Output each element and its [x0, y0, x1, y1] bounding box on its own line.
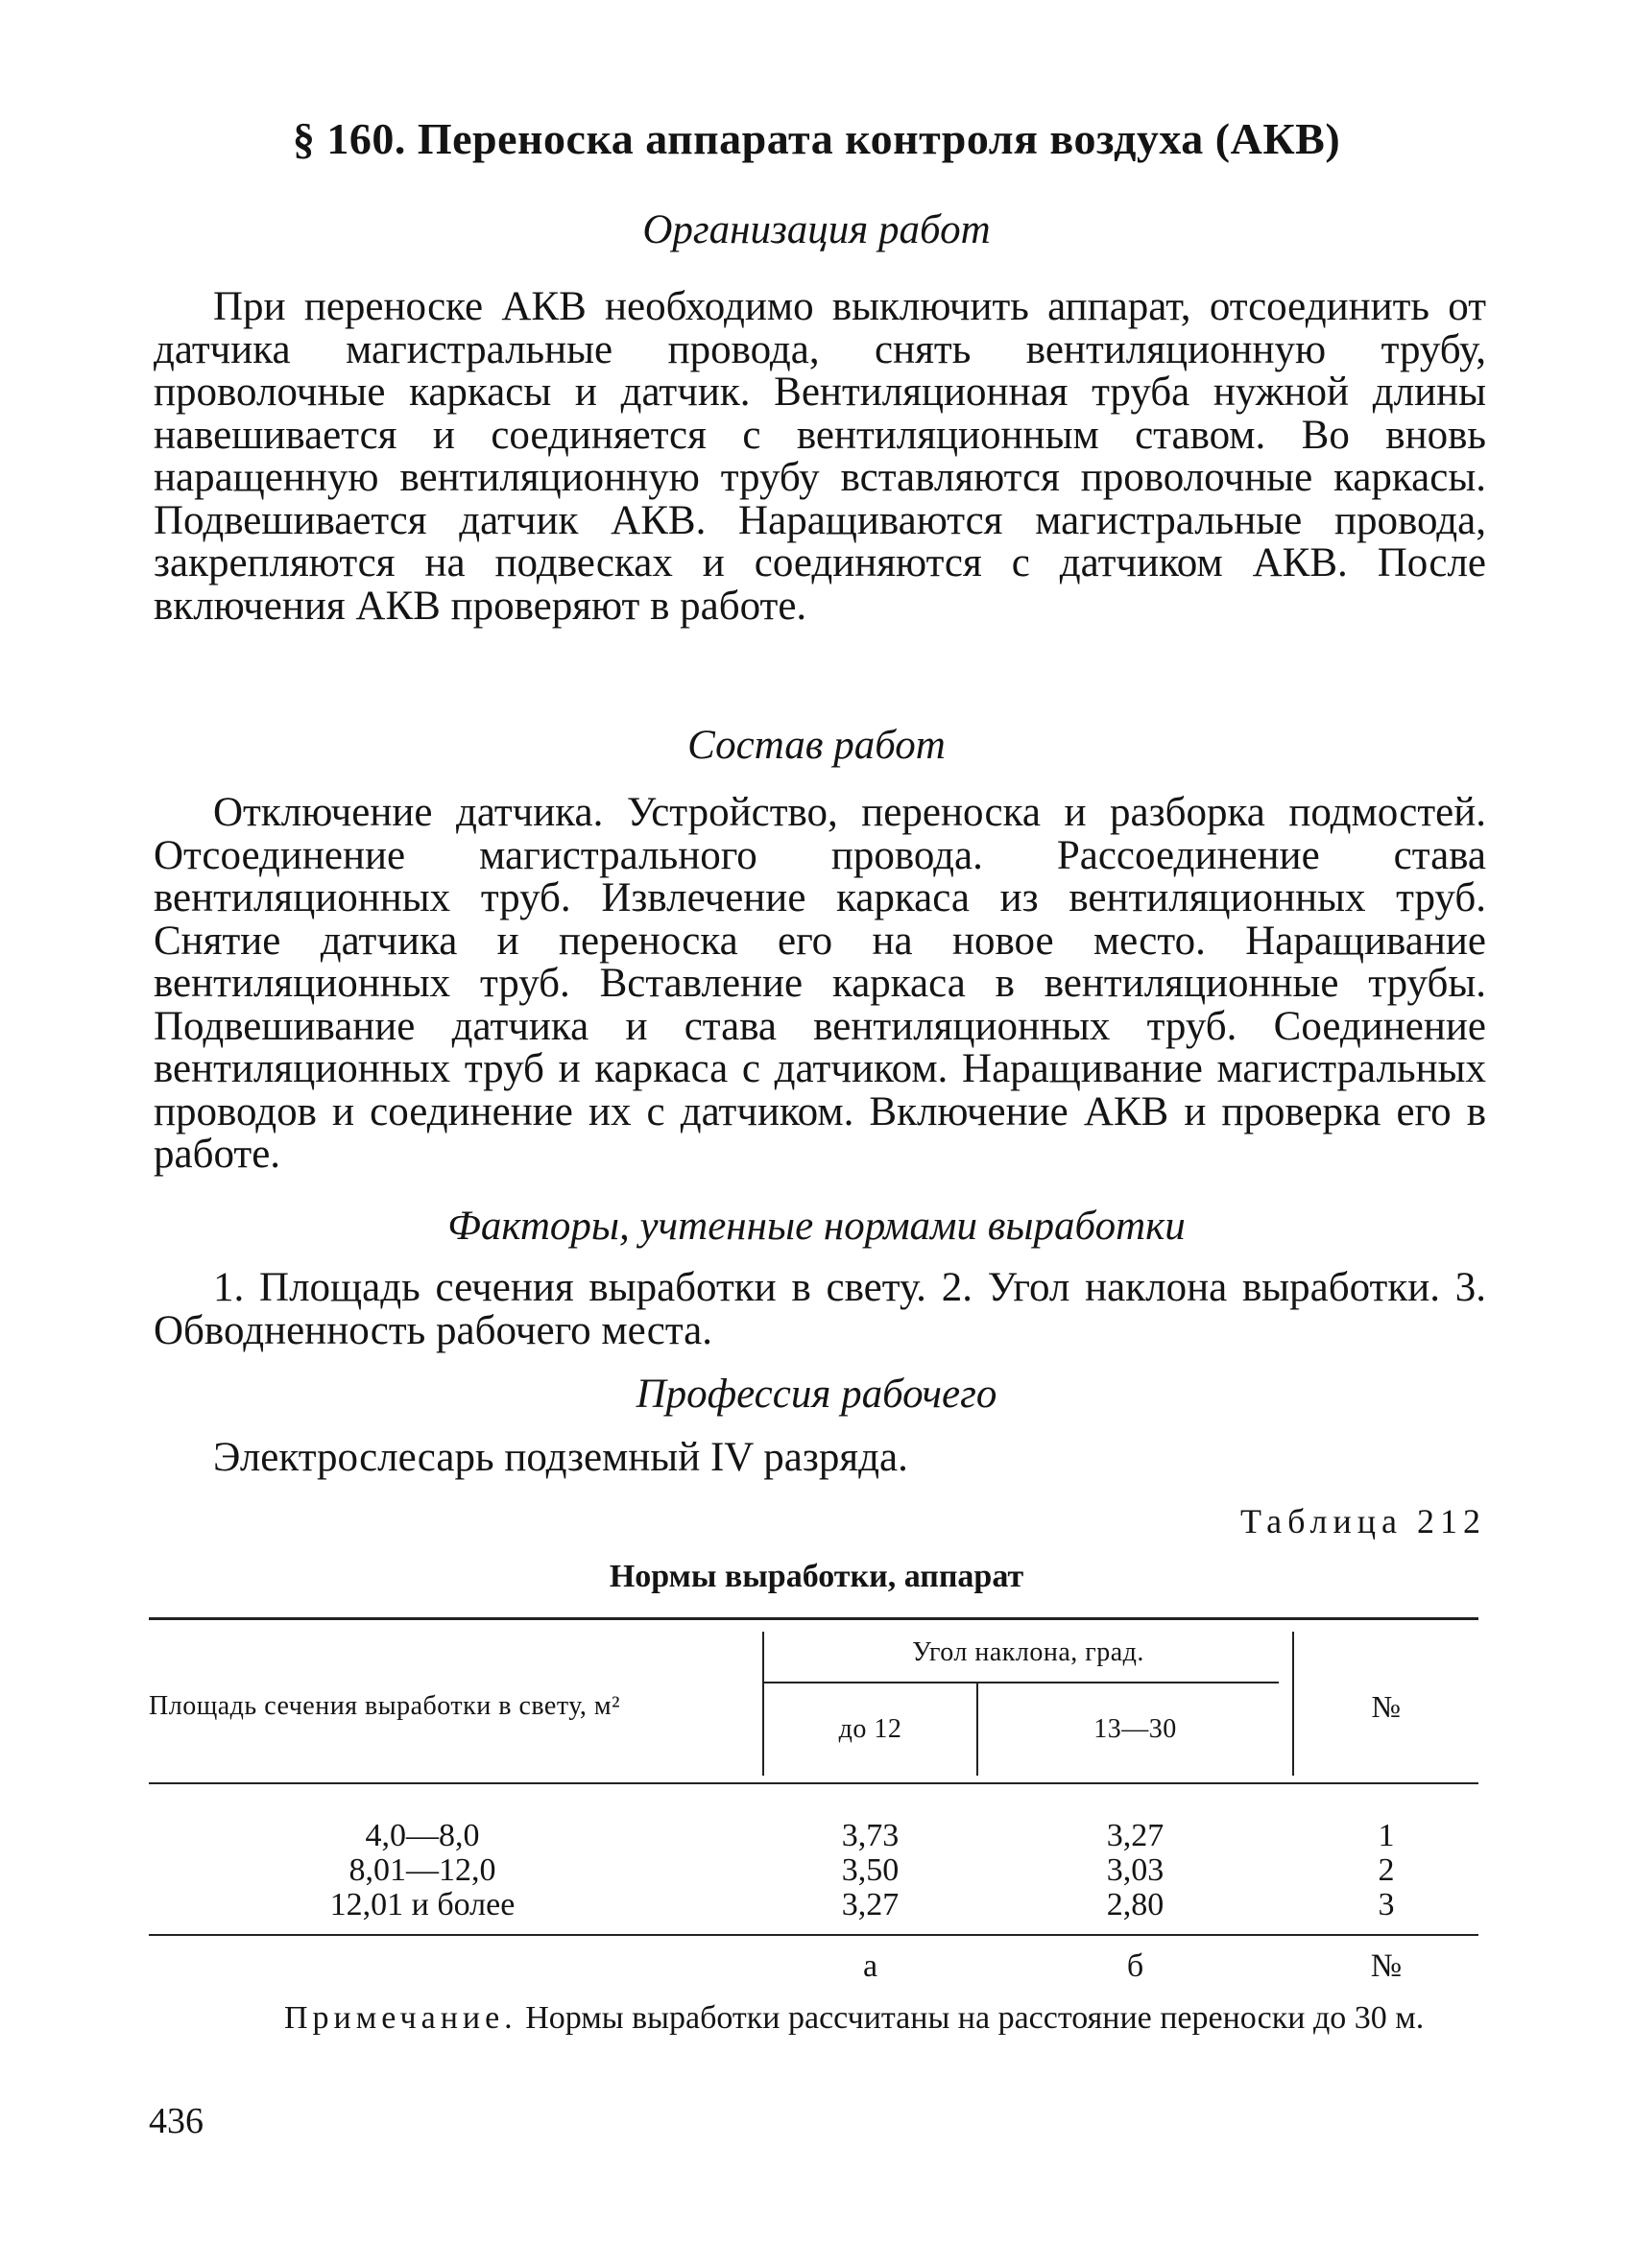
note-label: Примечание.	[284, 2000, 517, 2036]
col-label-no: №	[1370, 1948, 1403, 1984]
header-area: Площадь сечения выработки в свету, м²	[149, 1691, 621, 1721]
table-bottom-rule	[149, 1934, 1478, 1936]
table-header-rule	[149, 1782, 1478, 1784]
cell-a: 3,73	[841, 1818, 900, 1853]
header-angle-13-30: 13—30	[1093, 1714, 1177, 1744]
cell-b: 2,80	[1106, 1887, 1165, 1922]
header-no: №	[1371, 1689, 1402, 1724]
cell-area: 12,01 и более	[329, 1887, 516, 1922]
table-col-no	[1294, 1819, 1478, 1922]
header-angle-lt12: до 12	[838, 1714, 902, 1744]
table-note	[154, 2001, 1486, 2036]
table-col-a	[764, 1819, 976, 1922]
table-title: Нормы выработки, аппарат	[609, 1559, 1024, 1594]
table-col-b	[978, 1819, 1292, 1922]
page-number: 436	[149, 2101, 204, 2141]
table-number: Таблица 212	[1240, 1502, 1486, 1540]
profession-title: Профессия рабочего	[636, 1372, 997, 1417]
cell-area: 8,01—12,0	[348, 1852, 496, 1888]
cell-no: 3	[1378, 1887, 1395, 1922]
col-label-b: б	[1126, 1948, 1144, 1984]
table-row	[221, 1819, 624, 1922]
note-text: Нормы выработки рассчитаны на расстояние переноски до 30 м.	[525, 2000, 1425, 2036]
factors-title: Факторы, учтенные нормами выработки	[447, 1204, 1186, 1249]
cell-area: 4,0—8,0	[365, 1818, 480, 1853]
section-heading: § 160. Переноска аппарата контроля воздуха (АКВ)	[292, 114, 1341, 163]
composition-title: Состав работ	[687, 723, 946, 768]
org-title: Организация работ	[642, 207, 991, 252]
cell-b: 3,03	[1106, 1852, 1165, 1888]
profession-text: Электрослесарь подземный IV разряда.	[213, 1435, 908, 1480]
cell-no: 2	[1378, 1852, 1395, 1888]
col-label-a: а	[862, 1948, 878, 1984]
table-angle-rule	[764, 1682, 1279, 1683]
cell-b: 3,27	[1106, 1818, 1165, 1853]
factors-paragraph: 1. Площадь сечения выработки в свету. 2. Угол наклона выработки. 3. Обводненность рабочего места.	[154, 1265, 1486, 1353]
cell-a: 3,50	[841, 1852, 900, 1888]
composition-paragraph: Отключение датчика. Устройство, переноска и разборка подмостей. Отсоединение магистрального провода. Рассоединение става вентиляционных труб. Извлечение каркаса из вентиляционных труб. Снятие датчика и переноска его на новое место. Наращивание вентиляционных труб. Вставление каркаса в вентиляционные трубы. Подвешивание датчика и става вентиляционных труб. Соединение вентиляционных труб и каркаса с датчиком. Наращивание магистральных проводов и соединение их с датчиком. Включение АКВ и проверка его в работе.	[154, 790, 1486, 1177]
table-top-rule	[149, 1617, 1478, 1620]
header-angle: Угол наклона, град.	[912, 1637, 1144, 1667]
cell-no: 1	[1378, 1818, 1395, 1853]
cell-a: 3,27	[841, 1887, 900, 1922]
org-paragraph: При переноске АКВ необходимо выключить аппарат, отсоединить от датчика магистральные провода, снять вентиляционную трубу, проволочные каркасы и датчик. Вентиляционная труба нужной длины навешивается и соединяется с вентиляционным ставом. Во вновь наращенную вентиляционную трубу вставляются проволочные каркасы. Подвешивается датчик АКВ. Наращиваются магистральные провода, закрепляются на подвесках и соединяются с датчиком АКВ. После включения АКВ проверяют в работе.	[154, 284, 1486, 629]
